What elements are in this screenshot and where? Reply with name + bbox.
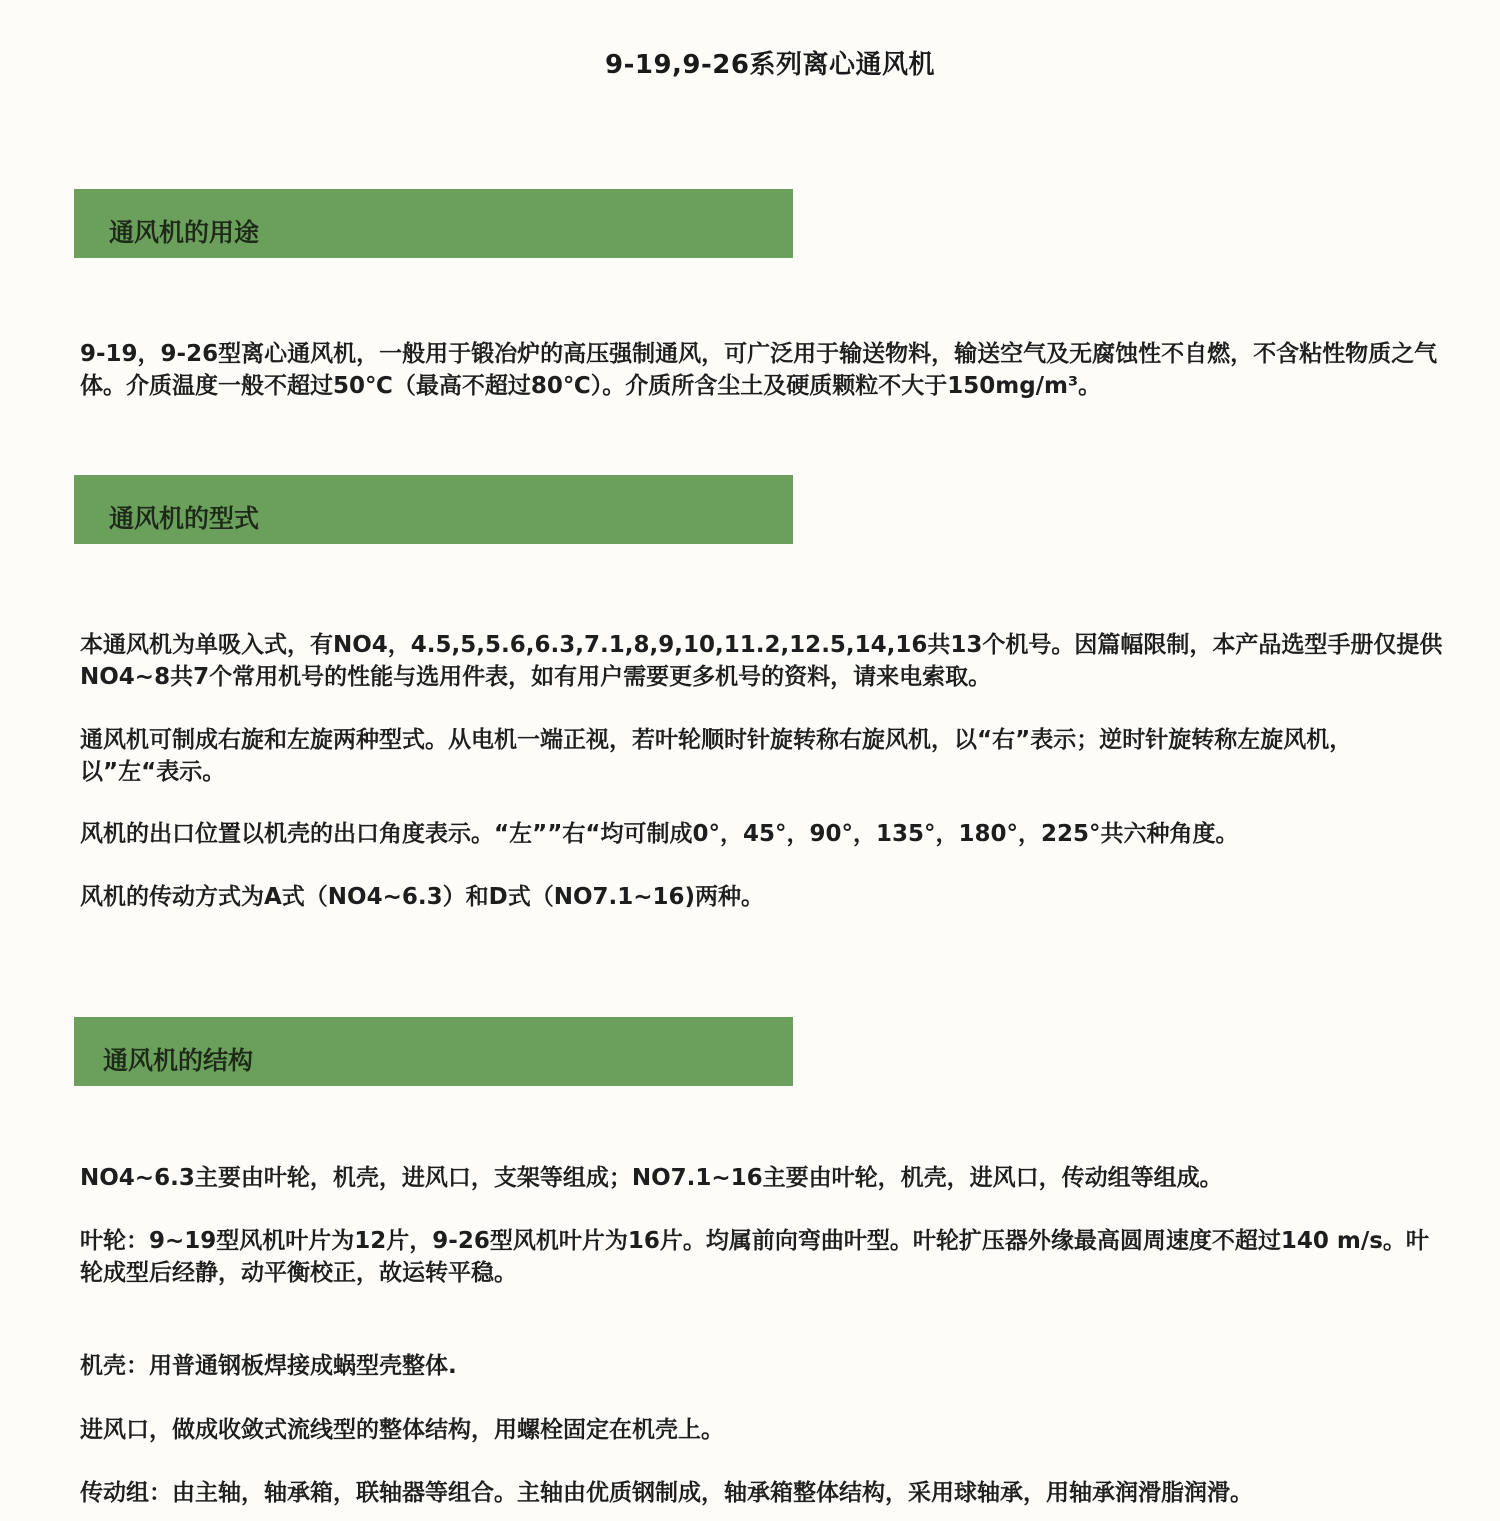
- structure-paragraph-impeller: 叶轮：9~19型风机叶片为12片，9-26型风机叶片为16片。均属前向弯曲叶型。叶轮扩压器外缘最高圆周速度不超过140 m/s。叶轮成型后经静，动平衡校正，故运转平稳。: [80, 1228, 1429, 1286]
- types-paragraph-drive: 风机的传动方式为A式（NO4~6.3）和D式（NO7.1~16)两种。: [80, 884, 765, 910]
- usage-paragraph: 9-19，9-26型离心通风机，一般用于锻冶炉的高压强制通风，可广泛用于输送物料，输送空气及无腐蚀性不自燃，不含粘性物质之气体。介质温度一般不超过50℃（最高不超过80℃）。介质所含尘土及硬质颗粒不大于150mg/m³。: [80, 341, 1438, 399]
- section-title-types: 通风机的型式: [109, 504, 260, 533]
- section-title-structure: 通风机的结构: [103, 1046, 254, 1075]
- types-paragraph-rotation: 通风机可制成右旋和左旋两种型式。从电机一端正视，若叶轮顺时针旋转称右旋风机，以“右”表示；逆时针旋转称左旋风机，以”左“表示。: [80, 727, 1353, 785]
- structure-paragraph-transmission: 传动组：由主轴，轴承箱，联轴器等组合。主轴由优质钢制成，轴承箱整体结构，采用球轴承，用轴承润滑脂润滑。: [80, 1480, 1253, 1506]
- section-title-usage: 通风机的用途: [109, 218, 260, 247]
- structure-paragraph-inlet: 进风口，做成收敛式流线型的整体结构，用螺栓固定在机壳上。: [80, 1417, 724, 1443]
- section-header-usage: [74, 189, 793, 258]
- page-title: 9-19,9-26系列离心通风机: [604, 50, 935, 80]
- types-paragraph-outlet: 风机的出口位置以机壳的出口角度表示。“左””右“均可制成0°，45°，90°，135°，180°，225°共六种角度。: [80, 821, 1239, 847]
- section-header-types: [74, 475, 793, 544]
- structure-paragraph-components: NO4~6.3主要由叶轮，机壳，进风口，支架等组成；NO7.1~16主要由叶轮，机壳，进风口，传动组等组成。: [80, 1165, 1223, 1191]
- types-paragraph-models: 本通风机为单吸入式，有NO4，4.5,5,5.6,6.3,7.1,8,9,10,11.2,12.5,14,16共13个机号。因篇幅限制，本产品选型手册仅提供NO4~8共7个常用机号的性能与选用件表，如有用户需要更多机号的资料，请来电索取。: [80, 632, 1443, 690]
- section-header-structure: [74, 1017, 793, 1086]
- structure-paragraph-casing: 机壳：用普通钢板焊接成蜗型壳整体.: [80, 1353, 457, 1379]
